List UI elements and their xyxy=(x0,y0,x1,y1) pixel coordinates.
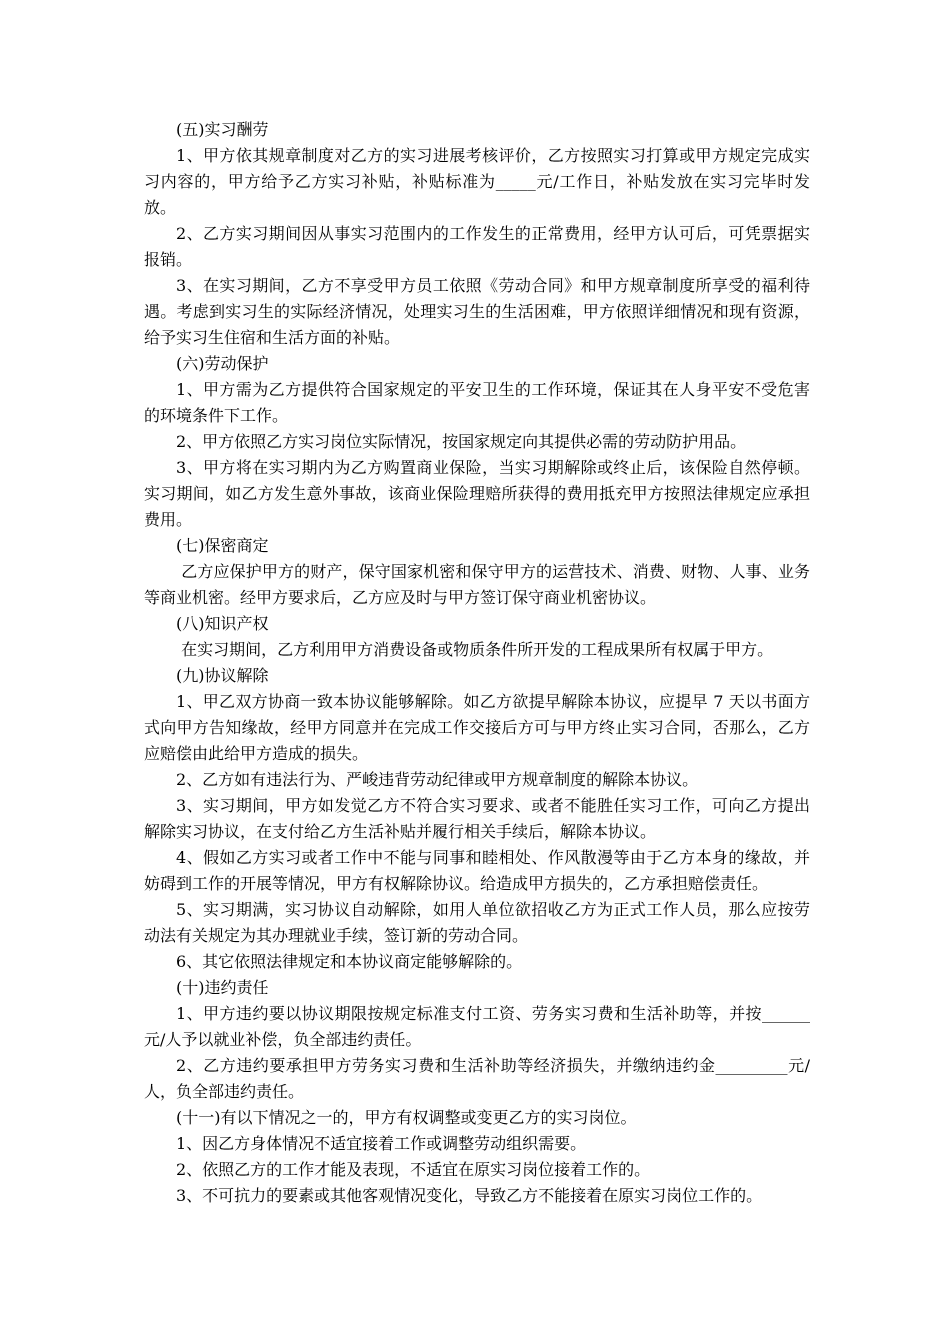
paragraph: 2、乙方如有违法行为、严峻违背劳动纪律或甲方规章制度的解除本协议。 xyxy=(176,770,699,789)
paragraph: 3、在实习期间，乙方不享受甲方员工依照《劳动合同》和甲方规章制度所享受的福利待遇。考虑到实习生的实际经济情况，处理实习生的生活困难，甲方依照详细情况和现有资源，给予实习生住宿和生活方面的补贴。 xyxy=(144,276,810,347)
paragraph: 6、其它依照法律规定和本协议商定能够解除的。 xyxy=(176,952,523,971)
paragraph: 2、甲方依照乙方实习岗位实际情况，按国家规定向其提供必需的劳动防护用品。 xyxy=(176,432,747,451)
section-heading: (十)违约责任 xyxy=(176,978,269,997)
paragraph: 2、依照乙方的工作才能及表现，不适宜在原实习岗位接着工作的。 xyxy=(176,1160,651,1179)
paragraph: 1、甲方依其规章制度对乙方的实习进展考核评价，乙方按照实习打算或甲方规定完成实习内容的，甲方给予乙方实习补贴，补贴标准为_____元/工作日，补贴发放在实习完毕时发放。 xyxy=(144,146,810,217)
section-heading: (六)劳动保护 xyxy=(176,354,269,373)
section-heading: (五)实习酬劳 xyxy=(176,120,269,139)
paragraph: 1、甲乙双方协商一致本协议能够解除。如乙方欲提早解除本协议，应提早 7 天以书面方式向甲方告知缘故，经甲方同意并在完成工作交接后方可与甲方终止实习合同，否那么，乙方应赔偿由此给甲方造成的损失。 xyxy=(144,692,810,763)
paragraph: 2、乙方违约要承担甲方劳务实习费和生活补助等经济损失，并缴纳违约金_________元/人，负全部违约责任。 xyxy=(144,1056,810,1101)
paragraph: 乙方应保护甲方的财产，保守国家机密和保守甲方的运营技术、消费、财物、人事、业务等商业机密。经甲方要求后，乙方应及时与甲方签订保守商业机密协议。 xyxy=(144,562,810,607)
paragraph: 在实习期间，乙方利用甲方消费设备或物质条件所开发的工程成果所有权属于甲方。 xyxy=(176,640,774,659)
paragraph: 3、甲方将在实习期内为乙方购置商业保险，当实习期解除或终止后，该保险自然停顿。实习期间，如乙方发生意外事故，该商业保险理赔所获得的费用抵充甲方按照法律规定应承担费用。 xyxy=(144,458,810,529)
paragraph: 1、甲方需为乙方提供符合国家规定的平安卫生的工作环境，保证其在人身平安不受危害的环境条件下工作。 xyxy=(144,380,810,425)
paragraph: 5、实习期满，实习协议自动解除，如用人单位欲招收乙方为正式工作人员，那么应按劳动法有关规定为其办理就业手续，签订新的劳动合同。 xyxy=(144,900,810,945)
section-heading: (九)协议解除 xyxy=(176,666,269,685)
paragraph: 1、甲方违约要以协议期限按规定标准支付工资、劳务实习费和生活补助等，并按______元/人予以就业补偿，负全部违约责任。 xyxy=(144,1004,810,1049)
paragraph: 4、假如乙方实习或者工作中不能与同事和睦相处、作风散漫等由于乙方本身的缘故，并妨碍到工作的开展等情况，甲方有权解除协议。给造成甲方损失的，乙方承担赔偿责任。 xyxy=(144,848,810,893)
paragraph: 3、不可抗力的要素或其他客观情况变化，导致乙方不能接着在原实习岗位工作的。 xyxy=(176,1186,763,1205)
section-heading: (八)知识产权 xyxy=(176,614,269,633)
document-body xyxy=(144,117,810,1209)
section-heading: (十一)有以下情况之一的，甲方有权调整或变更乙方的实习岗位。 xyxy=(176,1108,637,1127)
paragraph: 2、乙方实习期间因从事实习范围内的工作发生的正常费用，经甲方认可后，可凭票据实报销。 xyxy=(144,224,810,269)
paragraph: 3、实习期间，甲方如发觉乙方不符合实习要求、或者不能胜任实习工作，可向乙方提出解除实习协议，在支付给乙方生活补贴并履行相关手续后，解除本协议。 xyxy=(144,796,810,841)
paragraph: 1、因乙方身体情况不适宜接着工作或调整劳动组织需要。 xyxy=(176,1134,587,1153)
section-heading: (七)保密商定 xyxy=(176,536,269,555)
